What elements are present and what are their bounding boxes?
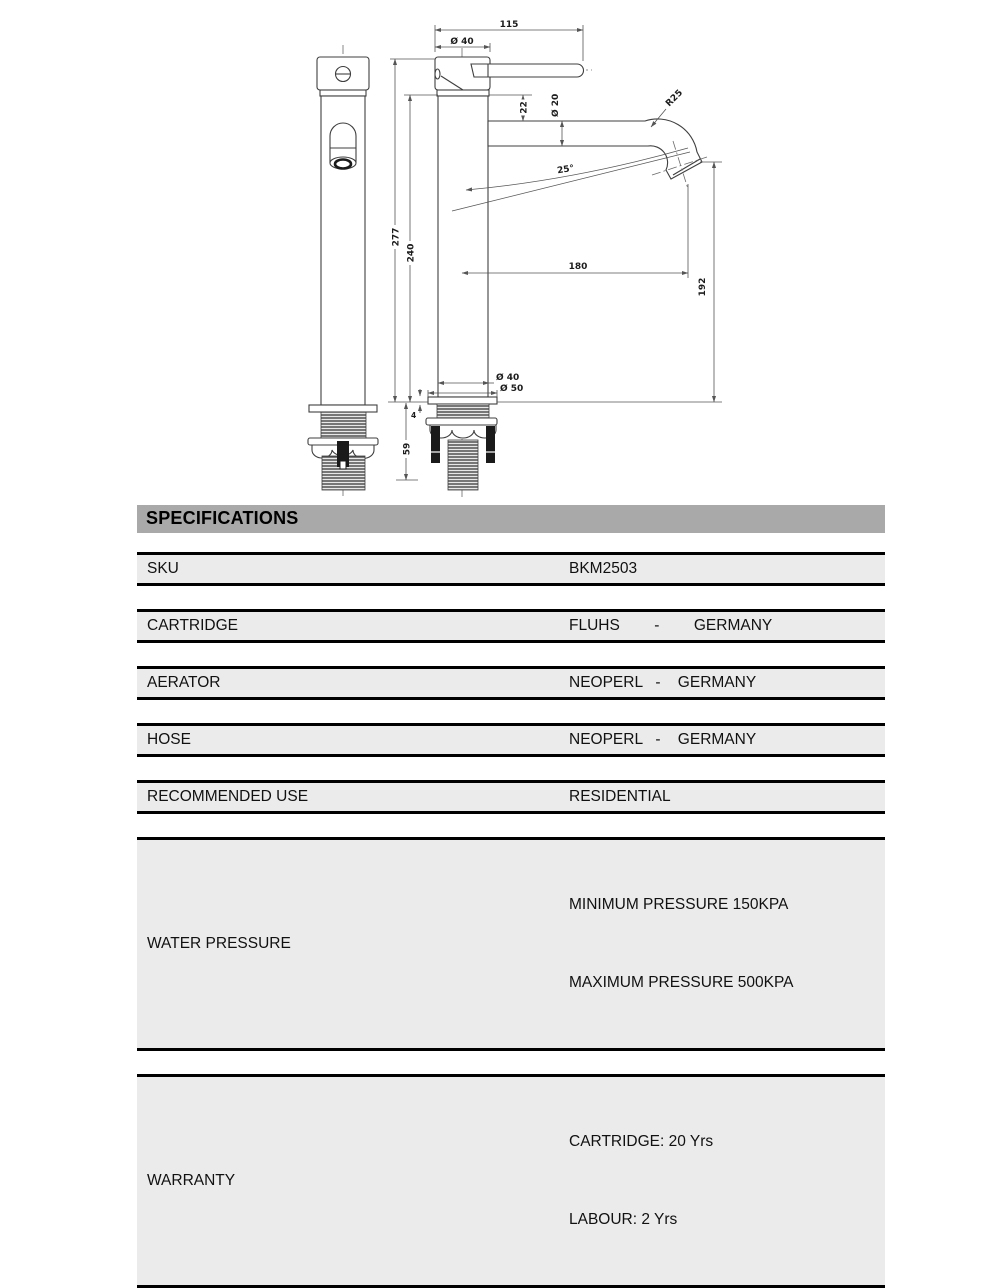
dim-spout-reach: 180: [568, 262, 588, 272]
spec-label: AERATOR: [147, 674, 221, 691]
side-view: [426, 48, 707, 497]
spec-value-line: LABOUR: 2 Yrs: [569, 1211, 678, 1228]
spec-row-cartridge: [137, 609, 885, 643]
spec-value-line: MAXIMUM PRESSURE 500KPA: [569, 974, 794, 991]
spec-label: SKU: [147, 560, 179, 577]
dim-overall-height: 277: [391, 227, 402, 247]
spec-value: RESIDENTIAL: [569, 788, 671, 805]
spec-row-hose: [137, 723, 885, 757]
spec-label: WATER PRESSURE: [147, 935, 291, 952]
dim-flange-diameter: Ø 50: [500, 384, 524, 394]
spout-side: [488, 119, 702, 179]
dim-body-diameter: Ø 40: [496, 373, 520, 383]
dim-head-diameter: Ø 40: [450, 37, 474, 47]
spec-value-line: MINIMUM PRESSURE 150KPA: [569, 896, 789, 913]
spec-value-line: CARTRIDGE: 20 Yrs: [569, 1133, 714, 1150]
spec-value: NEOPERL - GERMANY: [569, 731, 757, 748]
mounting-stud-right: [486, 426, 495, 463]
dim-handle-length: 115: [499, 20, 519, 30]
dim-bend-radius: R25: [664, 88, 686, 110]
spec-value: NEOPERL - GERMANY: [569, 674, 757, 691]
spec-row-warranty: [137, 1074, 885, 1288]
spec-row-water-pressure: [137, 837, 885, 1051]
dim-head-to-spout: 22: [519, 101, 530, 114]
spec-row-aerator: [137, 666, 885, 700]
dim-thread-length: 59: [402, 442, 413, 456]
front-view: [308, 45, 378, 497]
spec-row-sku: [137, 552, 885, 586]
dim-plate-thickness: 4: [411, 411, 417, 420]
dim-outlet-height: 192: [698, 277, 708, 297]
faucet-technical-drawing: [0, 0, 1000, 505]
spec-label: RECOMMENDED USE: [147, 788, 309, 805]
mounting-stud-left: [431, 426, 440, 463]
spec-value: [569, 840, 794, 1048]
side-base-thread: [426, 397, 497, 490]
spec-label: WARRANTY: [147, 1172, 236, 1189]
front-base-thread: [308, 405, 378, 490]
specifications-section: [137, 505, 885, 1288]
specifications-title: SPECIFICATIONS: [137, 505, 885, 533]
spec-value: BKM2503: [569, 560, 638, 577]
aerator-icon: [335, 160, 351, 169]
spec-row-recommended-use: [137, 780, 885, 814]
dim-spout-diameter: Ø 20: [551, 93, 561, 117]
spec-label: CARTRIDGE: [147, 617, 239, 634]
spec-value: FLUHS - GERMANY: [569, 617, 773, 634]
spec-label: HOSE: [147, 731, 191, 748]
dim-spout-angle: 25°: [556, 163, 575, 177]
dim-body-height: 240: [406, 243, 417, 263]
spec-value: [569, 1077, 713, 1285]
